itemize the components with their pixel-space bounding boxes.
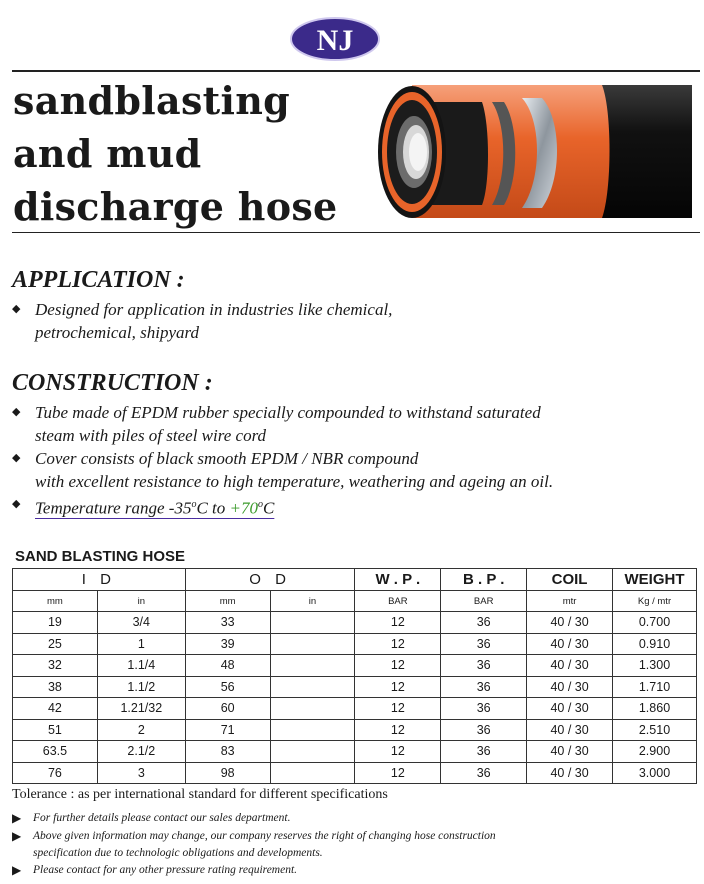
table-row bbox=[13, 676, 697, 698]
arrow-right-icon: ▶ bbox=[12, 829, 22, 843]
table-cell: 60 bbox=[185, 698, 270, 720]
unit-cell: mtr bbox=[527, 591, 613, 612]
unit-cell: BAR bbox=[441, 591, 527, 612]
application-heading: APPLICATION : bbox=[12, 267, 185, 293]
table-row bbox=[13, 741, 697, 763]
table-cell bbox=[270, 762, 355, 784]
footnote-text: specification due to technologic obligations and developments. bbox=[33, 847, 323, 859]
table-cell: 3/4 bbox=[97, 612, 185, 634]
bullet-text: Designed for application in industries like chemical, bbox=[35, 300, 393, 319]
bullet-text: Tube made of EPDM rubber specially compounded to withstand saturated bbox=[35, 403, 541, 422]
table-cell: 0.910 bbox=[613, 633, 697, 655]
table-cell: 1.300 bbox=[613, 655, 697, 677]
table-cell: 48 bbox=[185, 655, 270, 677]
table-cell bbox=[270, 655, 355, 677]
table-cell: 56 bbox=[185, 676, 270, 698]
table-cell: 38 bbox=[13, 676, 98, 698]
temp-unit-text: C bbox=[263, 498, 275, 518]
table-row bbox=[13, 762, 697, 784]
table-cell: 12 bbox=[355, 762, 441, 784]
table-cell: 71 bbox=[185, 719, 270, 741]
table-row bbox=[13, 719, 697, 741]
table-cell bbox=[270, 741, 355, 763]
unit-cell: in bbox=[97, 591, 185, 612]
table-cell: 1.1/4 bbox=[97, 655, 185, 677]
table-cell: 36 bbox=[441, 698, 527, 720]
temp-max-text: +70 bbox=[229, 498, 258, 518]
unit-cell: mm bbox=[13, 591, 98, 612]
table-cell: 51 bbox=[13, 719, 98, 741]
arrow-right-icon: ▶ bbox=[12, 863, 22, 877]
table-cell: 40 / 30 bbox=[527, 741, 613, 763]
title-line: discharge hose bbox=[13, 184, 338, 229]
bullet-text: Cover consists of black smooth EPDM / NBR compound bbox=[35, 449, 419, 468]
construction-bullet bbox=[12, 401, 692, 447]
table-row bbox=[13, 655, 697, 677]
table-cell: 63.5 bbox=[13, 741, 98, 763]
table-cell: 36 bbox=[441, 612, 527, 634]
table-units-row bbox=[13, 591, 697, 612]
footnote bbox=[12, 828, 692, 862]
table-cell: 2.900 bbox=[613, 741, 697, 763]
table-cell: 36 bbox=[441, 741, 527, 763]
top-rule bbox=[12, 70, 700, 72]
temperature-range bbox=[35, 493, 274, 520]
table-cell: 40 / 30 bbox=[527, 612, 613, 634]
header-coil: COIL bbox=[527, 569, 613, 591]
table-cell: 2.510 bbox=[613, 719, 697, 741]
application-bullet bbox=[12, 298, 612, 344]
footnote bbox=[12, 862, 692, 879]
table-cell: 32 bbox=[13, 655, 98, 677]
temp-mid-text: C to bbox=[196, 498, 230, 518]
table-cell bbox=[270, 633, 355, 655]
table-cell: 98 bbox=[185, 762, 270, 784]
table-cell: 12 bbox=[355, 676, 441, 698]
table-cell: 36 bbox=[441, 655, 527, 677]
construction-bullet bbox=[12, 447, 692, 493]
unit-cell: in bbox=[270, 591, 355, 612]
table-cell: 25 bbox=[13, 633, 98, 655]
footnote-text: For further details please contact our sales department. bbox=[33, 812, 291, 824]
table-cell: 12 bbox=[355, 612, 441, 634]
table-row bbox=[13, 612, 697, 634]
table-cell bbox=[270, 719, 355, 741]
table-title: SAND BLASTING HOSE bbox=[15, 548, 186, 565]
table-cell: 1 bbox=[97, 633, 185, 655]
header-bp: B . P . bbox=[441, 569, 527, 591]
title-line: and mud bbox=[13, 131, 202, 176]
table-cell: 1.710 bbox=[613, 676, 697, 698]
table-row bbox=[13, 698, 697, 720]
bullet-diamond-icon: ◆ bbox=[12, 498, 21, 510]
table-header-row bbox=[13, 569, 697, 591]
table-row bbox=[13, 633, 697, 655]
table-cell: 39 bbox=[185, 633, 270, 655]
bullet-text: petrochemical, shipyard bbox=[35, 323, 199, 342]
table-body bbox=[13, 612, 697, 784]
table-cell: 12 bbox=[355, 698, 441, 720]
construction-heading: CONSTRUCTION : bbox=[12, 370, 213, 396]
table-cell: 1.21/32 bbox=[97, 698, 185, 720]
table-cell: 3.000 bbox=[613, 762, 697, 784]
degree-sup: o bbox=[191, 499, 197, 510]
company-logo bbox=[290, 16, 380, 62]
table-cell: 2.1/2 bbox=[97, 741, 185, 763]
table-cell: 40 / 30 bbox=[527, 676, 613, 698]
temp-min-text: Temperature range -35 bbox=[35, 498, 192, 518]
temperature-bullet bbox=[12, 493, 692, 519]
table-cell: 12 bbox=[355, 655, 441, 677]
table-cell bbox=[270, 612, 355, 634]
table-cell bbox=[270, 676, 355, 698]
spec-table bbox=[12, 568, 697, 784]
table-cell: 12 bbox=[355, 741, 441, 763]
table-cell: 33 bbox=[185, 612, 270, 634]
bullet-diamond-icon: ◆ bbox=[12, 303, 21, 315]
table-cell: 36 bbox=[441, 676, 527, 698]
table-cell: 12 bbox=[355, 719, 441, 741]
title-bottom-rule bbox=[12, 232, 700, 233]
table-cell: 1.860 bbox=[613, 698, 697, 720]
header-id: I D bbox=[13, 569, 186, 591]
table-cell: 0.700 bbox=[613, 612, 697, 634]
table-cell: 40 / 30 bbox=[527, 698, 613, 720]
table-cell: 40 / 30 bbox=[527, 719, 613, 741]
footnote bbox=[12, 810, 692, 827]
table-cell: 40 / 30 bbox=[527, 762, 613, 784]
table-cell: 42 bbox=[13, 698, 98, 720]
table-cell: 19 bbox=[13, 612, 98, 634]
table-cell: 3 bbox=[97, 762, 185, 784]
table-cell: 40 / 30 bbox=[527, 655, 613, 677]
unit-cell: BAR bbox=[355, 591, 441, 612]
logo-text: NJ bbox=[316, 24, 354, 57]
footnote-text: Above given information may change, our company reserves the right of changing hose construction bbox=[33, 830, 496, 842]
footnote-text: Please contact for any other pressure rating requirement. bbox=[33, 864, 298, 876]
table-cell: 1.1/2 bbox=[97, 676, 185, 698]
bullet-diamond-icon: ◆ bbox=[12, 406, 21, 418]
table-cell: 76 bbox=[13, 762, 98, 784]
table-cell: 2 bbox=[97, 719, 185, 741]
header-weight: WEIGHT bbox=[613, 569, 697, 591]
product-title bbox=[13, 74, 338, 233]
title-line: sandblasting bbox=[13, 78, 291, 123]
degree-sup: o bbox=[258, 499, 263, 510]
table-cell bbox=[270, 698, 355, 720]
header-wp: W . P . bbox=[355, 569, 441, 591]
unit-cell: mm bbox=[185, 591, 270, 612]
bullet-diamond-icon: ◆ bbox=[12, 452, 21, 464]
bullet-text: steam with piles of steel wire cord bbox=[35, 426, 267, 445]
table-cell: 83 bbox=[185, 741, 270, 763]
table-cell: 36 bbox=[441, 719, 527, 741]
table-cell: 40 / 30 bbox=[527, 633, 613, 655]
table-cell: 36 bbox=[441, 762, 527, 784]
bullet-text: with excellent resistance to high temperature, weathering and ageing an oil. bbox=[35, 472, 554, 491]
hose-cutaway-image bbox=[372, 80, 695, 230]
table-cell: 12 bbox=[355, 633, 441, 655]
table-cell: 36 bbox=[441, 633, 527, 655]
header-od: O D bbox=[185, 569, 355, 591]
arrow-right-icon: ▶ bbox=[12, 811, 22, 825]
tolerance-note: Tolerance : as per international standard for different specifications bbox=[12, 787, 388, 802]
unit-cell: Kg / mtr bbox=[613, 591, 697, 612]
